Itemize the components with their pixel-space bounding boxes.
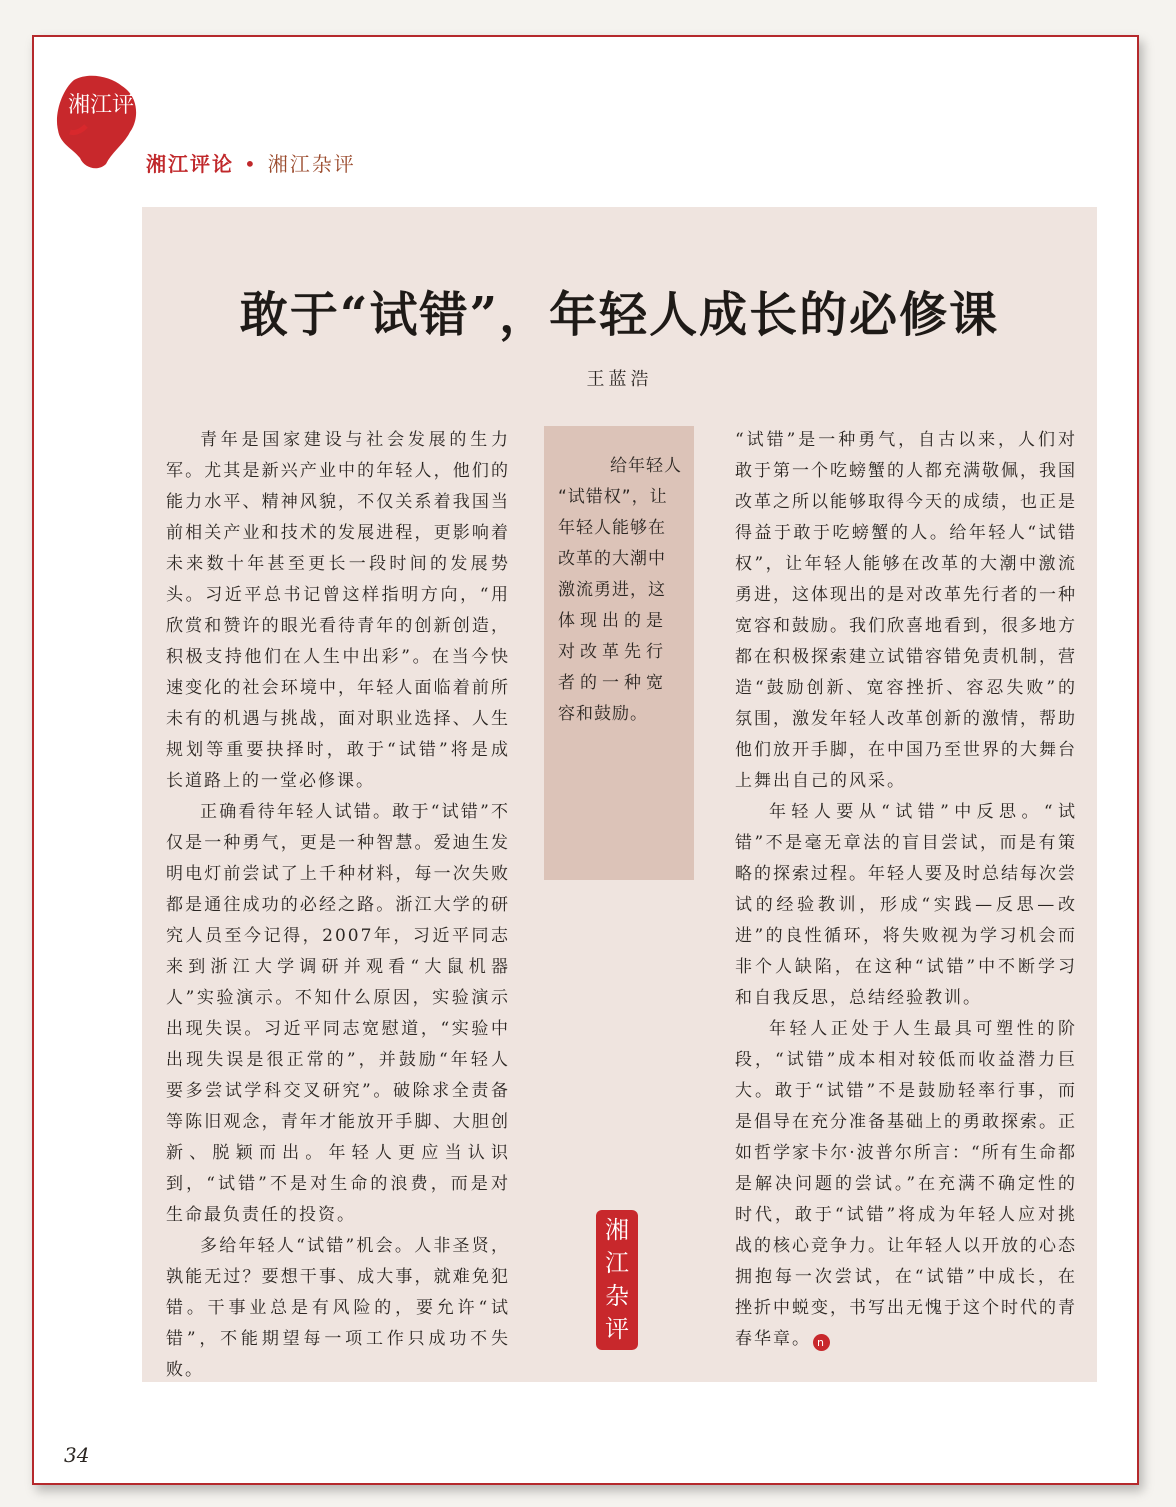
pullquote-line: 激流勇进，这 <box>558 580 666 600</box>
logo-text-1: 湘江评论 <box>68 93 157 118</box>
pullquote-line: 对改革先行 <box>558 642 668 662</box>
column-seal-stamp <box>596 1210 638 1350</box>
brush-logo <box>54 74 157 170</box>
pullquote-line: 者的一种宽 <box>558 673 668 693</box>
article-author: 王蓝浩 <box>586 369 653 390</box>
pullquote-line: 改革的大潮中 <box>558 549 666 569</box>
column-name: 湘江评论 <box>146 152 234 176</box>
subcolumn-name: 湘江杂评 <box>267 152 356 176</box>
pullquote-line: 容和鼓励。 <box>558 704 648 724</box>
paragraph: 青年是国家建设与社会发展的生力军。尤其是新兴产业中的年轻人，他们的能力水平、精神风貌，不仅关系着我国当前相关产业和技术的发展进程，更影响着未来数十年甚至更长一段时间的发展势头。习近平总书记曾这样指明方向，“用欣赏和赞许的眼光看待青年的创新创造，积极支持他们在人生中出彩”。在当今快速变化的社会环境中，年轻人面临着前所未有的机遇与挑战，面对职业选择、人生规划等重要抉择时，敢于“试错”将是成长道路上的一堂必修课。 <box>166 430 510 791</box>
paragraph: 多给年轻人“试错”机会。人非圣贤，孰能无过？要想干事、成大事，就难免犯错。干事业总是有风险的，要允许“试错”，不能期望每一项工作只成功不失败。 <box>166 1236 510 1380</box>
seal-char: 湘 <box>605 1216 629 1244</box>
paragraph: 年轻人要从“试错”中反思。“试错”不是毫无章法的盲目尝试，而是有策略的探索过程。年轻人要及时总结每次尝试的经验教训，形成“实践—反思—改进”的良性循环，将失败视为学习机会而非个人缺陷，在这种“试错”中不断学习和自我反思，总结经验教训。 <box>735 802 1077 1008</box>
separator-dot: • <box>244 152 258 176</box>
pullquote-line: 体现出的是 <box>558 611 668 631</box>
paragraph-text: 年轻人正处于人生最具可塑性的阶段，“试错”成本相对较低而收益潜力巨大。敢于“试错”不是鼓励轻率行事，而是倡导在充分准备基础上的勇敢探索。正如哲学家卡尔·波普尔所言：“所有生命都是解决问题的尝试。”在充满不确定性的时代，敢于“试错”将成为年轻人应对挑战的核心竞争力。让年轻人以开放的心态拥抱每一次尝试，在“试错”中成长，在挫折中蜕变，书写出无愧于这个时代的青春华章。 <box>735 1019 1077 1349</box>
page-number: 34 <box>64 1443 90 1467</box>
end-mark-icon: n <box>813 1334 830 1351</box>
column-header <box>146 150 356 178</box>
seal-char: 评 <box>605 1315 629 1343</box>
pullquote <box>558 451 682 730</box>
paragraph: 正确看待年轻人试错。敢于“试错”不仅是一种勇气，更是一种智慧。爱迪生发明电灯前尝试了上千种材料，每一次失败都是通往成功的必经之路。浙江大学的研究人员至今记得，2007年，习近平同志来到浙江大学调研并观看“大鼠机器人”实验演示。不知什么原因，实验演示出现失误。习近平同志宽慰道，“实验中出现失误是很正常的”，并鼓励“年轻人要多尝试学科交叉研究”。破除求全责备等陈旧观念，青年才能放开手脚、大胆创新、脱颖而出。年轻人更应当认识到，“试错”不是对生命的浪费，而是对生命最负责任的投资。 <box>166 802 510 1225</box>
pullquote-line: “试错权”，让 <box>558 487 668 507</box>
article-title: 敢于“试错”，年轻人成长的必修课 <box>239 287 1000 343</box>
column-left <box>166 425 510 1386</box>
pullquote-line: 给年轻人 <box>610 456 682 476</box>
paragraph <box>735 1014 1077 1355</box>
seal-char: 江 <box>605 1249 629 1277</box>
column-right <box>735 425 1077 1355</box>
paragraph: “试错”是一种勇气，自古以来，人们对敢于第一个吃螃蟹的人都充满敬佩，我国改革之所以能够取得今天的成绩，也正是得益于敢于吃螃蟹的人。给年轻人“试错权”，让年轻人能够在改革的大潮中激流勇进，这体现出的是对改革先行者的一种宽容和鼓励。我们欣喜地看到，很多地方都在积极探索建立试错容错免责机制，营造“鼓励创新、宽容挫折、容忍失败”的氛围，激发年轻人改革创新的激情，帮助他们放开手脚，在中国乃至世界的大舞台上舞出自己的风采。 <box>735 430 1077 791</box>
pullquote-line: 年轻人能够在 <box>558 518 666 538</box>
seal-char: 杂 <box>605 1282 629 1310</box>
